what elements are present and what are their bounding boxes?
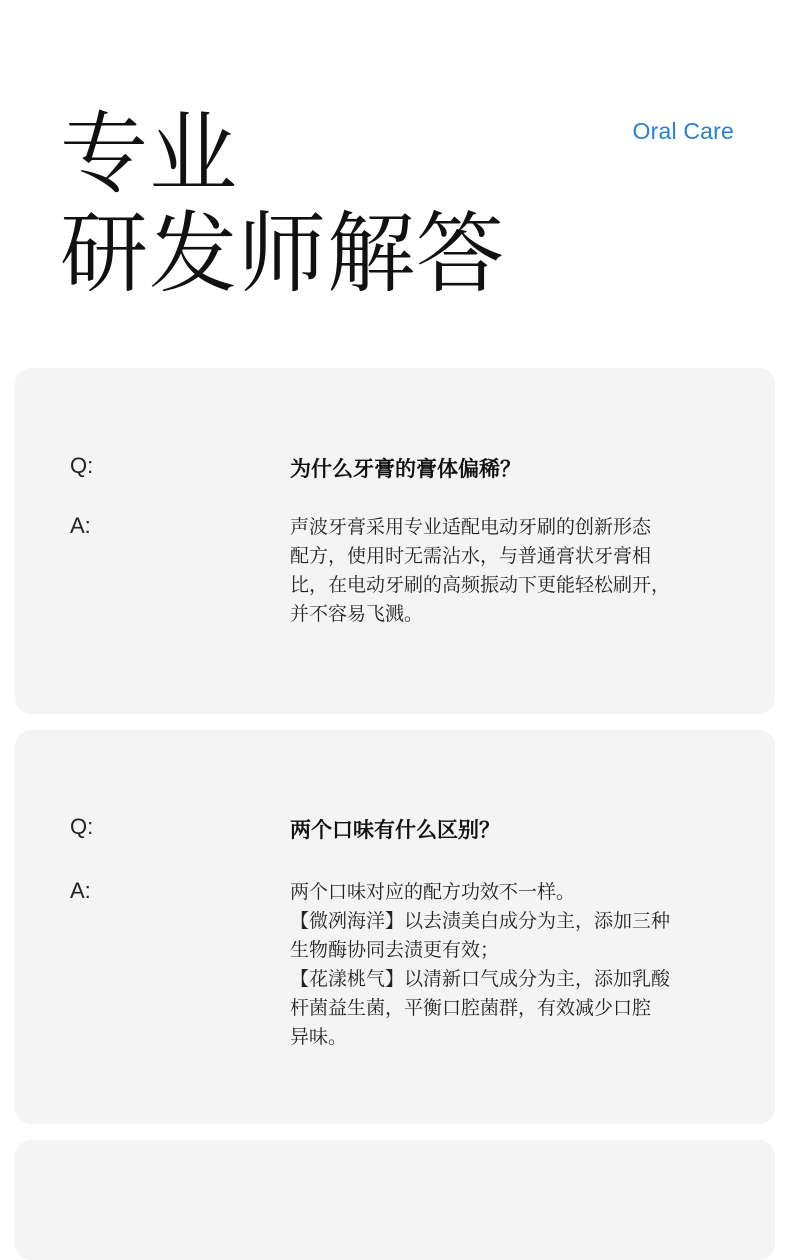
answer-label: A: (70, 878, 91, 903)
faq-card-1 (15, 368, 775, 714)
faq-card-2 (15, 730, 775, 1124)
question-label: Q: (70, 814, 94, 839)
answer-text: 两个口味对应的配方功效不一样。 【微冽海洋】以去渍美白成分为主，添加三种 生物酶协同去渍更有效； 【花漾桃气】以清新口气成分为主，添加乳酸 杆菌益生菌，平衡口腔菌群，有效减少口腔 异味。 (290, 881, 671, 1048)
page-title-line-1: 专业 (60, 102, 239, 205)
answer-text: 声波牙膏采用专业适配电动牙刷的创新形态 配方，使用时无需沾水，与普通膏状牙膏相 比，在电动牙刷的高频振动下更能轻松刷开， 并不容易飞溅。 (290, 516, 671, 625)
question-text: 为什么牙膏的膏体偏稀？ (290, 457, 521, 481)
brand-tag: Oral Care (632, 118, 734, 144)
page-title (60, 104, 505, 304)
question-label: Q: (70, 453, 94, 478)
answer-label: A: (70, 513, 91, 538)
page-title-line-2: 研发师解答 (60, 202, 506, 305)
faq-card-3 (15, 1140, 775, 1260)
question-text: 两个口味有什么区别？ (290, 818, 500, 842)
